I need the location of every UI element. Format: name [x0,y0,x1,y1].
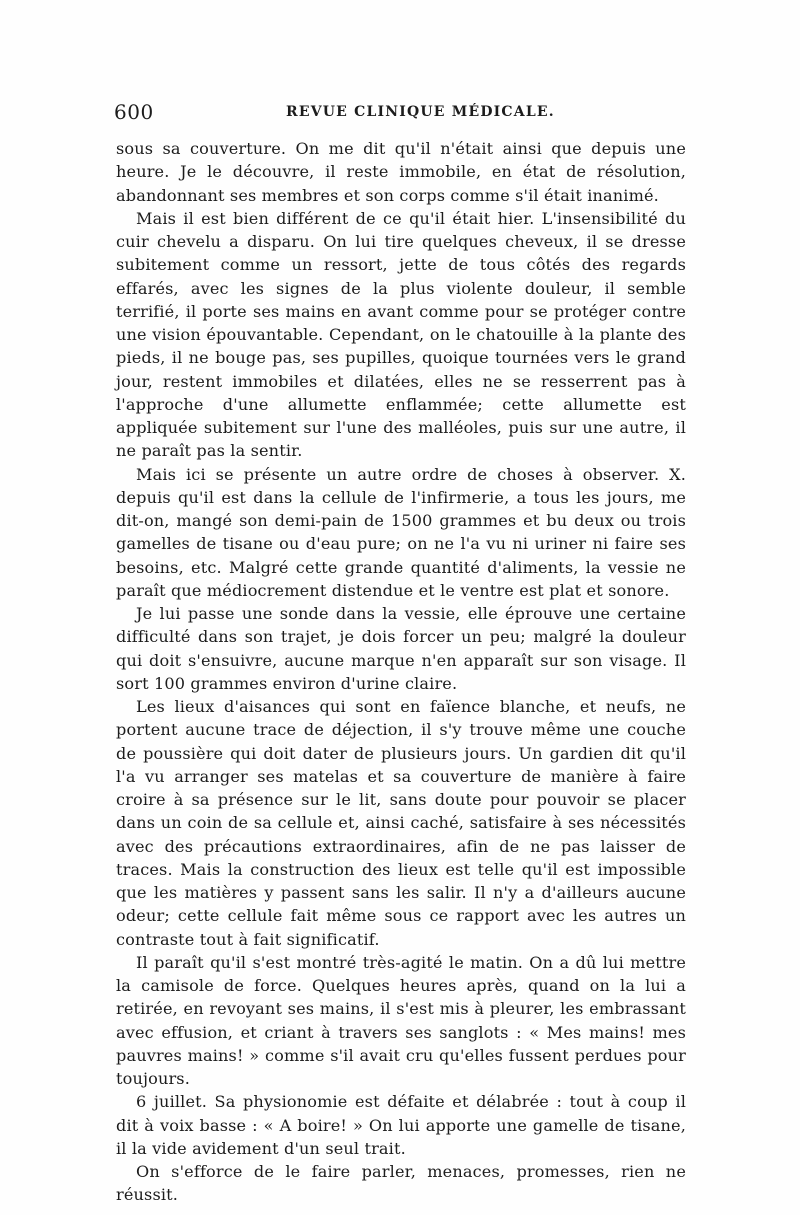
paragraph-2: Mais il est bien différent de ce qu'il était hier. L'insensibilité du cuir chevelu a disparu. On lui tire quelques cheveux, il se dresse subitement comme un ressort, jette de tous côtés des regards effarés, avec les signes de la plus violente douleur, il semble terrifié, il porte ses mains en avant comme pour se protéger contre une vision épouvantable. Cependant, on le chatouille à la plante des pieds, il ne bouge pas, ses pupilles, quoique tournées vers le grand jour, restent immobiles et dilatées, elles ne se resserrent pas à l'approche d'une allumette enflammée; cette allumette est appliquée subitement sur l'une des malléoles, puis sur une autre, il ne paraît pas la sentir. [116,208,686,461]
page-header [114,100,694,126]
body-text [116,137,686,1207]
paragraph-7: 6 juillet. Sa physionomie est défaite et délabrée : tout à coup il dit à voix basse : « A boire! » On lui apporte une gamelle de tisane, il la vide avidement d'un seul trait. [116,1092,686,1158]
paragraph-3: Mais ici se présente un autre ordre de choses à observer. X. depuis qu'il est dans la cellule de l'infirmerie, a tous les jours, me dit-on, mangé son demi-pain de 1500 grammes et bu deux ou trois gamelles de tisane ou d'eau pure; on ne l'a vu ni uriner ni faire ses besoins, etc. Malgré cette grande quantité d'aliments, la vessie ne paraît que médiocrement distendue et le ventre est plat et sonore. [116,464,686,600]
paragraph-8: On s'efforce de le faire parler, menaces, promesses, rien ne réussit. [116,1162,686,1205]
paragraph-4: Je lui passe une sonde dans la vessie, elle éprouve une certaine difficulté dans son trajet, je dois forcer un peu; malgré la douleur qui doit s'ensuivre, aucune marque n'en apparaît sur son visage. Il sort 100 grammes environ d'urine claire. [116,604,686,693]
paragraph-1: sous sa couverture. On me dit qu'il n'était ainsi que depuis une heure. Je le découvre, il reste immobile, en état de résolution, abandonnant ses membres et son corps comme s'il était inanimé. [116,139,686,205]
running-title: REVUE CLINIQUE MÉDICALE. [286,104,555,120]
paragraph-6: Il paraît qu'il s'est montré très-agité le matin. On a dû lui mettre la camisole de force. Quelques heures après, quand on la lui a retirée, en revoyant ses mains, il s'est mis à pleurer, les embrassant avec effusion, et criant à travers ses sanglots : « Mes mains! mes pauvres mains! » comme s'il avait cru qu'elles fussent perdues pour toujours. [116,952,686,1088]
page-number: 600 [114,100,154,124]
paragraph-5: Les lieux d'aisances qui sont en faïence blanche, et neufs, ne portent aucune trace de déjection, il s'y trouve même une couche de poussière qui doit dater de plusieurs jours. Un gardien dit qu'il l'a vu arranger ses matelas et sa couverture de manière à faire croire à sa présence sur le lit, sans doute pour pouvoir se placer dans un coin de sa cellule et, ainsi caché, satisfaire à ses nécessités avec des précautions extraordinaires, afin de ne pas laisser de traces. Mais la construction des lieux est telle qu'il est impossible que les matières y passent sans les salir. Il n'y a d'ailleurs aucune odeur; cette cellule fait même sous ce rapport avec les autres un contraste tout à fait significatif. [116,697,686,949]
